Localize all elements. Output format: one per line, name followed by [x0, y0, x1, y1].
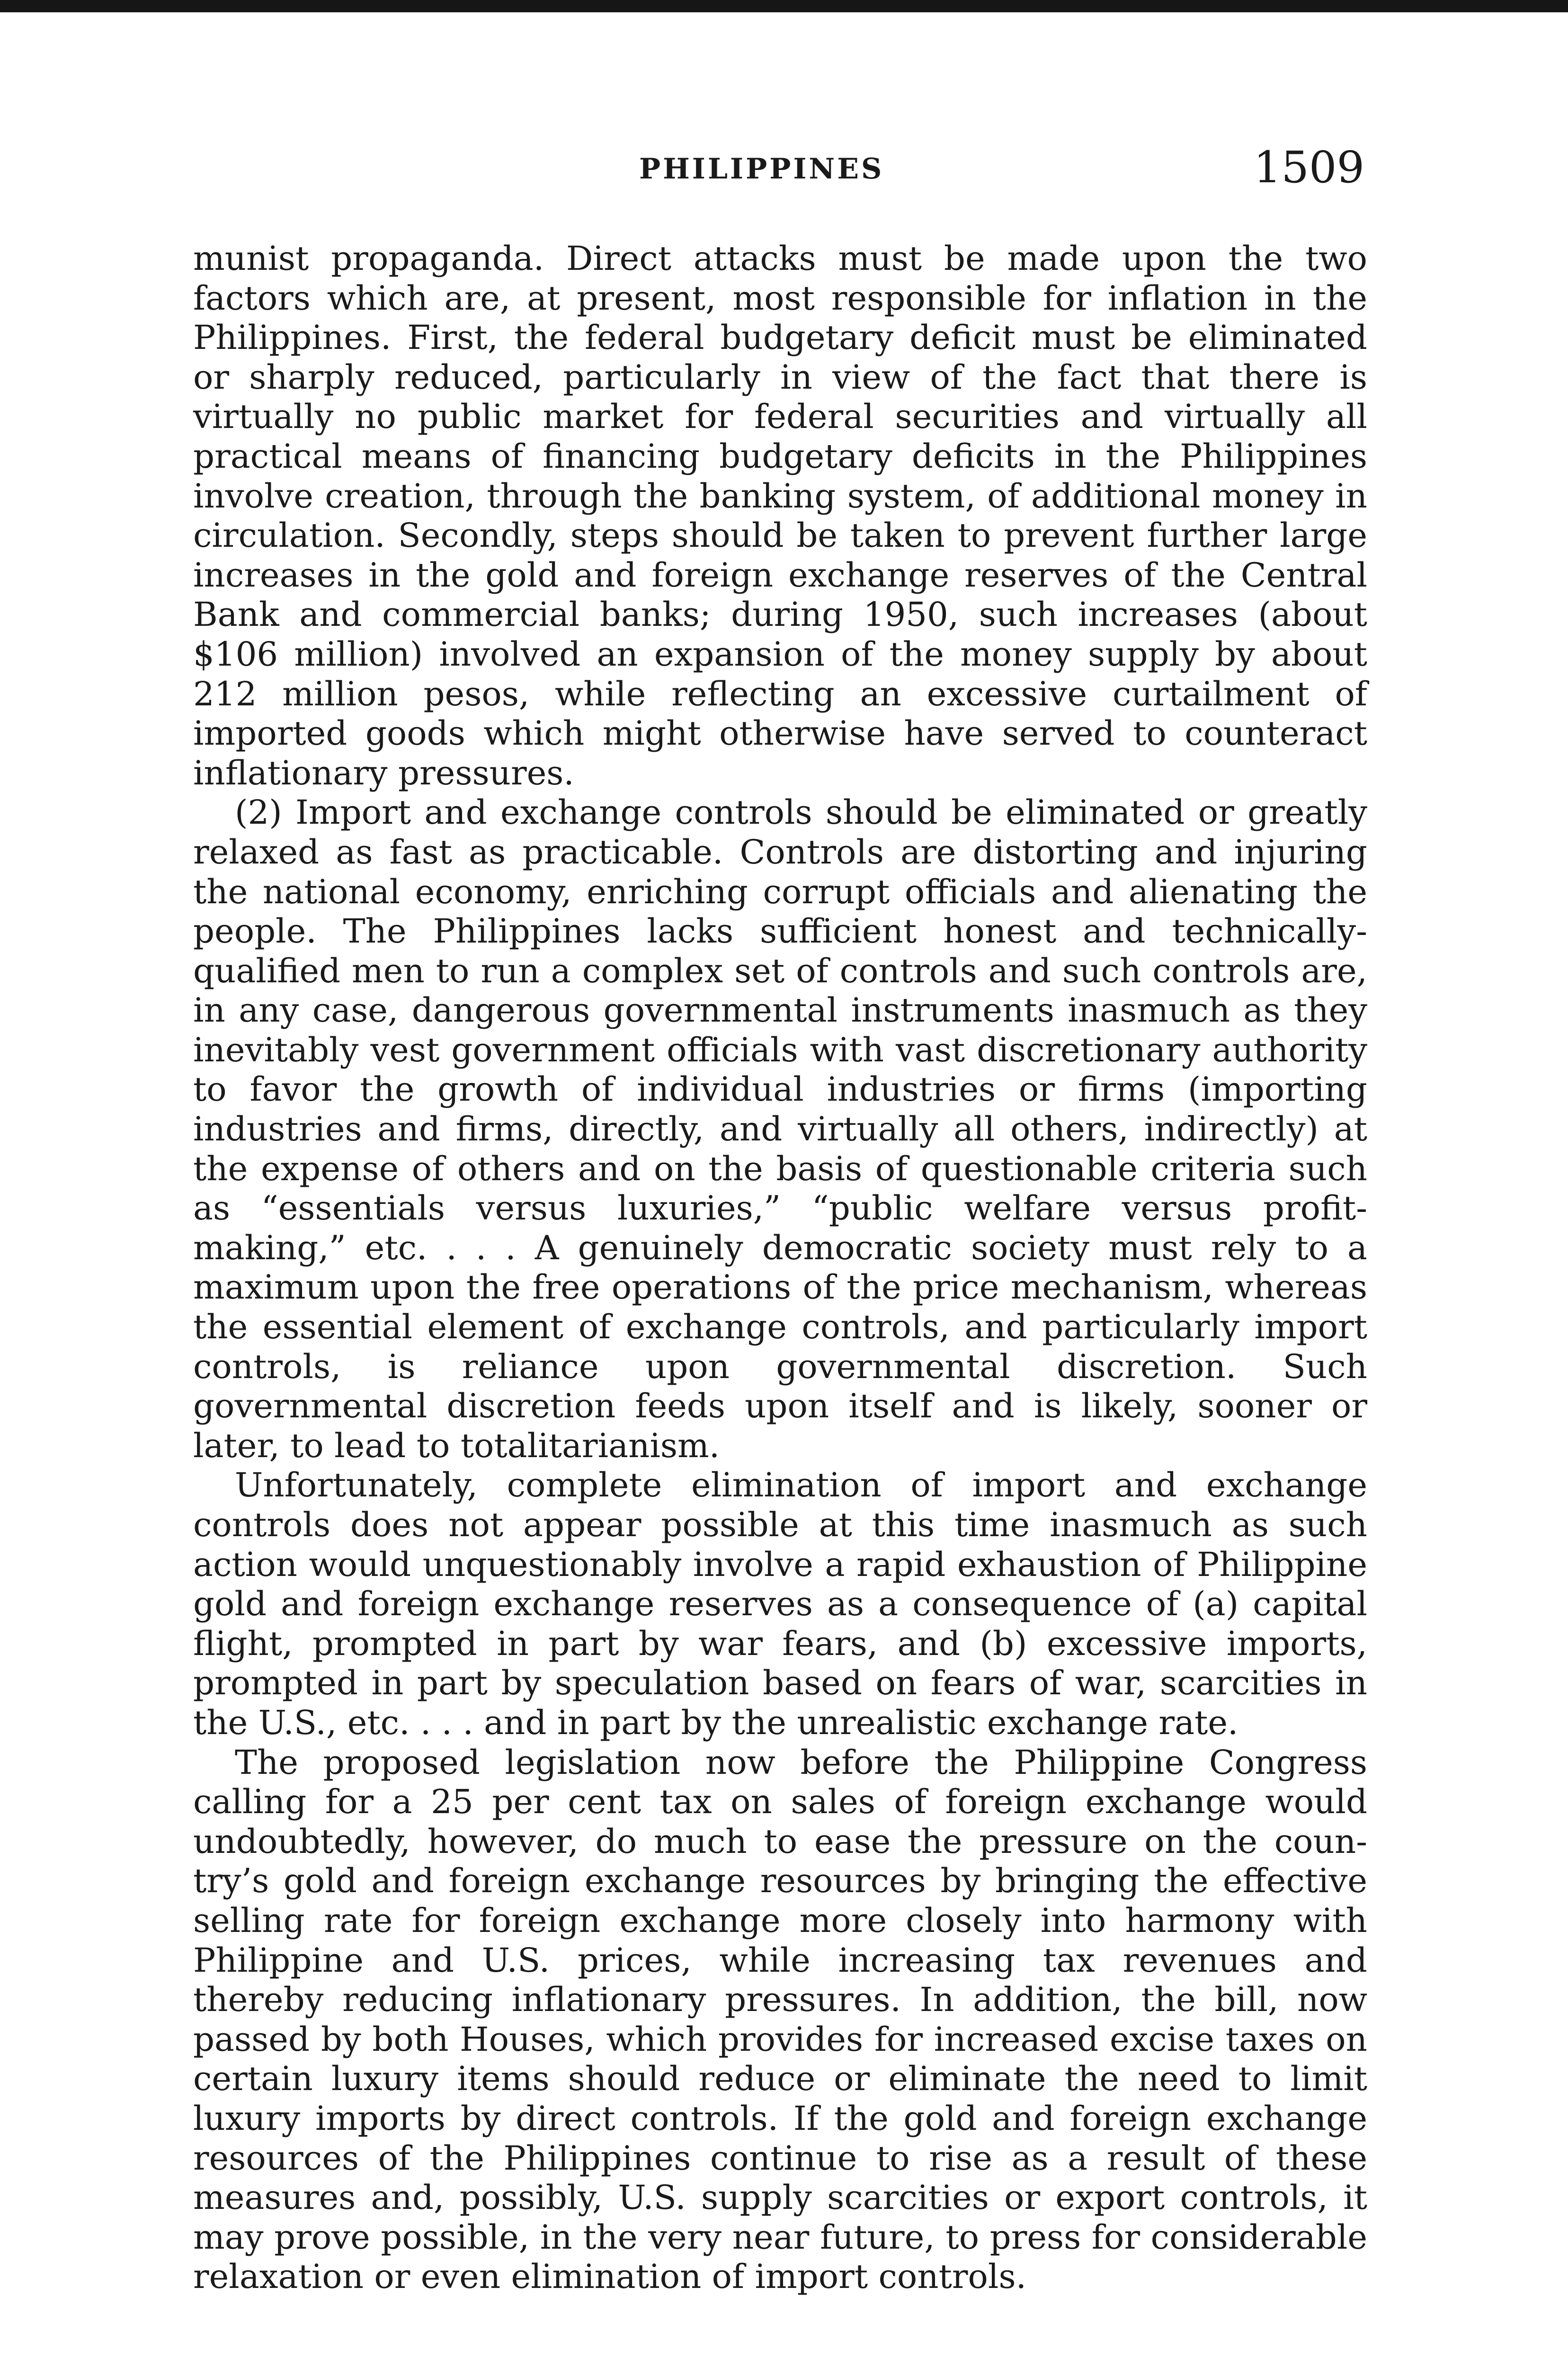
running-head: PHILIPPINES: [639, 152, 884, 186]
paragraph-continued: munist propaganda. Direct attacks must be made upon the two factors which are, at present, most responsible for inflation in the Philippines. First, the federal budgetary deficit must be eliminated or sharply reduced, particularly in view of the fact that there is virtually no public market for federal securities and virtually all practical means of financing budgetary deficits in the Philippines involve creation, through the banking system, of additional money in circulation. Secondly, steps should be taken to prevent further large increases in the gold and foreign exchange reserves of the Central Bank and commercial banks; during 1950, such increases (about $106 million) involved an expansion of the money supply by about 212 million pesos, while reflecting an excessive curtailment of imported goods which might otherwise have served to counteract inflationary pressures.: [193, 239, 1367, 792]
paragraph-unfortunately: Unfortunately, complete elimination of import and exchange controls does not appear possible at this time inasmuch as such action would unquestionably involve a rapid exhaustion of Philippine gold and foreign exchange reserves as a consequence of (a) capital flight, prompted in part by war fears, and (b) excessive imports, prompted in part by speculation based on fears of war, scarcities in the U.S., etc. . . . and in part by the unrealistic exchange rate.: [193, 1466, 1367, 1742]
page-body: [193, 239, 1367, 2297]
paragraph-proposed-legislation: The proposed legislation now before the Philippine Congress calling for a 25 per cent tax on sales of foreign exchange would undoubtedly, however, do much to ease the pressure on the country’s gold and foreign exchange resources by bringing the effective selling rate for foreign exchange more closely into harmony with Philippine and U.S. prices, while increasing tax revenues and thereby reducing inflationary pressures. In addition, the bill, now passed by both Houses, which provides for increased excise taxes on certain luxury items should reduce or eliminate the need to limit luxury imports by direct controls. If the gold and foreign exchange resources of the Philippines continue to rise as a result of these measures and, possibly, U.S. supply scarcities or export controls, it may prove possible, in the very near future, to press for considerable relaxation or even elimination of import controls.: [193, 1743, 1367, 2296]
page-number: 1509: [1253, 142, 1364, 193]
paragraph-import-controls: (2) Import and exchange controls should be eliminated or greatly relaxed as fast as practicable. Controls are distorting and injuring the national economy, enriching corrupt officials and alienating the people. The Philippines lacks sufficient honest and technically-qualified men to run a complex set of controls and such controls are, in any case, dangerous governmental instruments inasmuch as they inevitably vest government officials with vast discretionary authority to favor the growth of individual industries or firms (importing industries and firms, directly, and virtually all others, indirectly) at the expense of others and on the basis of questionable criteria such as “essentials versus luxuries,” “public welfare versus profit-making,” etc. . . . A genuinely democratic society must rely to a maximum upon the free operations of the price mechanism, whereas the essential element of exchange controls, and particularly import controls, is reliance upon governmental discretion. Such governmental discretion feeds upon itself and is likely, sooner or later, to lead to totalitarianism.: [193, 793, 1367, 1465]
top-border-rule: [0, 0, 1568, 12]
page-header: [194, 142, 1364, 199]
